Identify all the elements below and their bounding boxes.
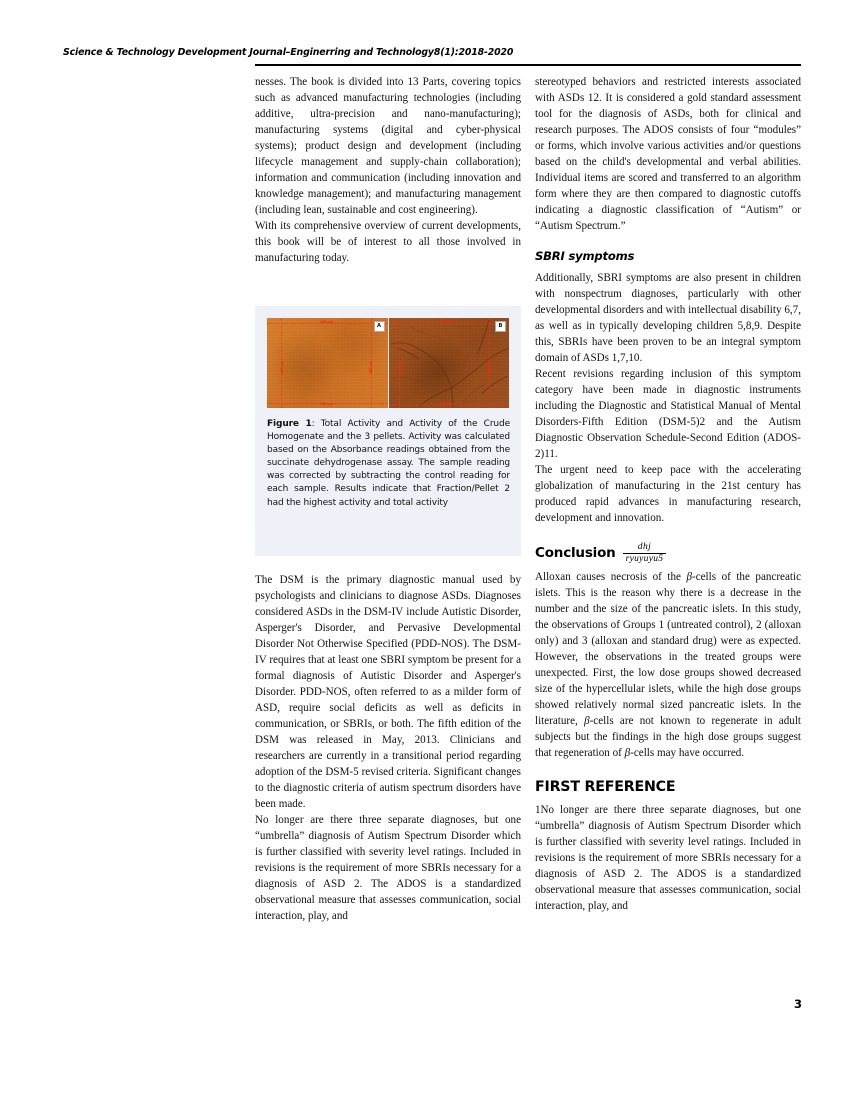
- scale-label-left: 100 µm: [398, 360, 403, 374]
- running-head: [63, 47, 803, 63]
- fraction-denominator: ryuyuyu5: [625, 553, 664, 564]
- page-number: 3: [793, 997, 802, 1011]
- beta-symbol: β: [624, 746, 631, 759]
- scale-label-top: 100 µm: [439, 319, 452, 323]
- panel-badge-a: A: [374, 321, 385, 332]
- figure-caption: [267, 418, 510, 510]
- paragraph: Additionally, SBRI symptoms are also present in children with nonspectrum diagnoses, particularly with other developmental disorders and with intellectual disability 6,7, as well as in typically developing children 5,8,9. Despite this, SBRIs have been proven to be an integral symptom domain of ASDs 1,7,10.: [535, 272, 801, 364]
- paragraph: No longer are there three separate diagnoses, but one “umbrella” diagnosis of Autism Spectrum Disorder which is further classified with severity level ratings. Included in revisions is the requirement of more SBRIs necessary for a diagnosis of ASD 2. The ADOS is a standardized observational measure that assesses communication, social interaction, play, and: [255, 814, 521, 922]
- running-head-text: Science & Technology Development Journal–Enginerring and Technology8(1):2018-2020: [63, 47, 514, 58]
- conclusion-text-part-4: -cells may have occurred.: [630, 746, 745, 759]
- scale-label-bottom: 100 µm: [439, 402, 452, 406]
- paragraph: 1No longer are there three separate diagnoses, but one “umbrella” diagnosis of Autism Spectrum Disorder which is further classified with severity level ratings. Included in revisions is the requirement of more SBRIs necessary for a diagnosis of ASD 2. The ADOS is a standardized observational measure that assesses communication, social interaction, play, and: [535, 803, 801, 912]
- header-rule: [255, 64, 801, 66]
- section-heading-sbri-symptoms: SBRI symptoms: [535, 249, 635, 263]
- scale-label-right: 100 µm: [487, 360, 492, 374]
- figure-1-block: [255, 306, 521, 556]
- paragraph: The DSM is the primary diagnostic manual used by psychologists and clinicians to diagnose ASDs. Diagnoses considered ASDs in the DSM-IV include Autistic Disorder, Asperger's Disorder, and Pervasive Developmental Disorder Not Otherwise Specified (PDD-NOS). The DSM-IV requires that at least one SBRI symptom be present for a formal diagnosis of Autistic Disorder and Asperger's Disorder. PDD-NOS, often referred to as a milder form of ASD, require social deficits as well as deficits in communication, or SBRIs, or both. The fifth edition of the DSM was released in May, 2013. Clinicians and researchers are currently in a transitional period regarding adoption of the DSM-5 revised criteria. Significant changes to the diagnostic criteria of autism spectrum disorders have been made.: [255, 574, 521, 810]
- scale-label-bottom: 100 µm: [320, 402, 333, 406]
- paragraph: nesses. The book is divided into 13 Parts, covering topics such as advanced manufacturing technologies (including additive, ultra-precision and nano-manufacturing); manufacturing systems (digital and cyber-physical systems); product design and development (including lifecycle management and supply-chain collaboration); information and communication (including innovation and knowledge management); and manufacturing management (including lean, sustainable and cost engineering).: [255, 76, 521, 216]
- conclusion-text-part-3: -cells are not known to regenerate in adult subjects but the findings in the high dose groups suggest that regeneration of: [535, 714, 801, 759]
- conclusion-fraction: [623, 543, 667, 565]
- scale-label-left: 100 µm: [280, 360, 285, 374]
- section-heading-conclusion: [535, 542, 801, 564]
- left-column-bottom: [255, 572, 521, 924]
- micrograph-panel-a: [267, 318, 388, 408]
- conclusion-text-part-2: -cells of the pancreatic islets. This is the reason why there is a decrease in the number and the size of the pancreatic islets. In this study, the observations of Groups 1 (untreated control), 2 (alloxan only) and 3 (alloxan and standard drug) were as expected. However, the observations in the treated groups were unexpected. First, the low dose groups showed decreased size of the hypercellular islets, while the high dose groups showed relatively normal sized pancreatic islets. In the literature,: [535, 570, 801, 727]
- scale-label-right: 100 µm: [369, 360, 374, 374]
- paragraph: stereotyped behaviors and restricted interests associated with ASDs 12. It is considered a gold standard assessment tool for the diagnosis of ASDs, both for clinical and research purposes. The ADOS consists of four “modules” or forms, which involve various activities and/or questions based on the child's developmental and verbal abilities. Individual items are scored and transferred to an algorithm form where they are then compared to diagnostic cutoffs indicating a diagnostic classification of “Autism” or “Autism Spectrum.”: [535, 76, 801, 232]
- conclusion-text-part-1: Alloxan causes necrosis of the: [535, 570, 687, 583]
- right-column: [535, 74, 801, 914]
- conclusion-paragraph: [535, 569, 801, 761]
- fraction-numerator: dhj: [637, 542, 652, 552]
- paragraph: Recent revisions regarding inclusion of this symptom category have been made in diagnostic instruments including the Diagnostic and Statistical Manual of Mental Disorders-Fifth Edition (DSM-5)2 and the Autism Diagnostic Observation Schedule-Second Edition (ADOS- 2)11.: [535, 368, 801, 460]
- beta-symbol: β: [584, 714, 590, 727]
- figure-caption-separator: :: [311, 419, 315, 429]
- micrograph-panel-b: [389, 318, 510, 408]
- conclusion-heading-label: Conclusion: [535, 544, 616, 561]
- scale-label-top: 100 µm: [320, 320, 333, 324]
- paragraph: With its comprehensive overview of current developments, this book will be of interest to all those involved in manufacturing today.: [255, 220, 521, 264]
- figure-image-pair: [267, 318, 509, 408]
- panel-badge-b: B: [495, 321, 506, 332]
- left-column-top: [255, 74, 521, 296]
- paragraph: The urgent need to keep pace with the accelerating globalization of manufacturing in the 21st century has produced rapid advances in manufacturing research, development and innovation.: [535, 464, 801, 524]
- beta-symbol: β: [686, 570, 693, 583]
- section-heading-first-reference: FIRST REFERENCE: [535, 778, 676, 795]
- figure-caption-text: Total Activity and Activity of the Crude Homogenate and the 3 pellets. Activity was calculated based on the Absorbance readings obtained from the succinate dehydrogenase assay. The sample reading was corrected by subtracting the control reading for each sample. Results indicate that Fraction/Pellet 2 had the highest activity and total activity: [267, 419, 510, 508]
- figure-caption-label: Figure 1: [267, 419, 312, 429]
